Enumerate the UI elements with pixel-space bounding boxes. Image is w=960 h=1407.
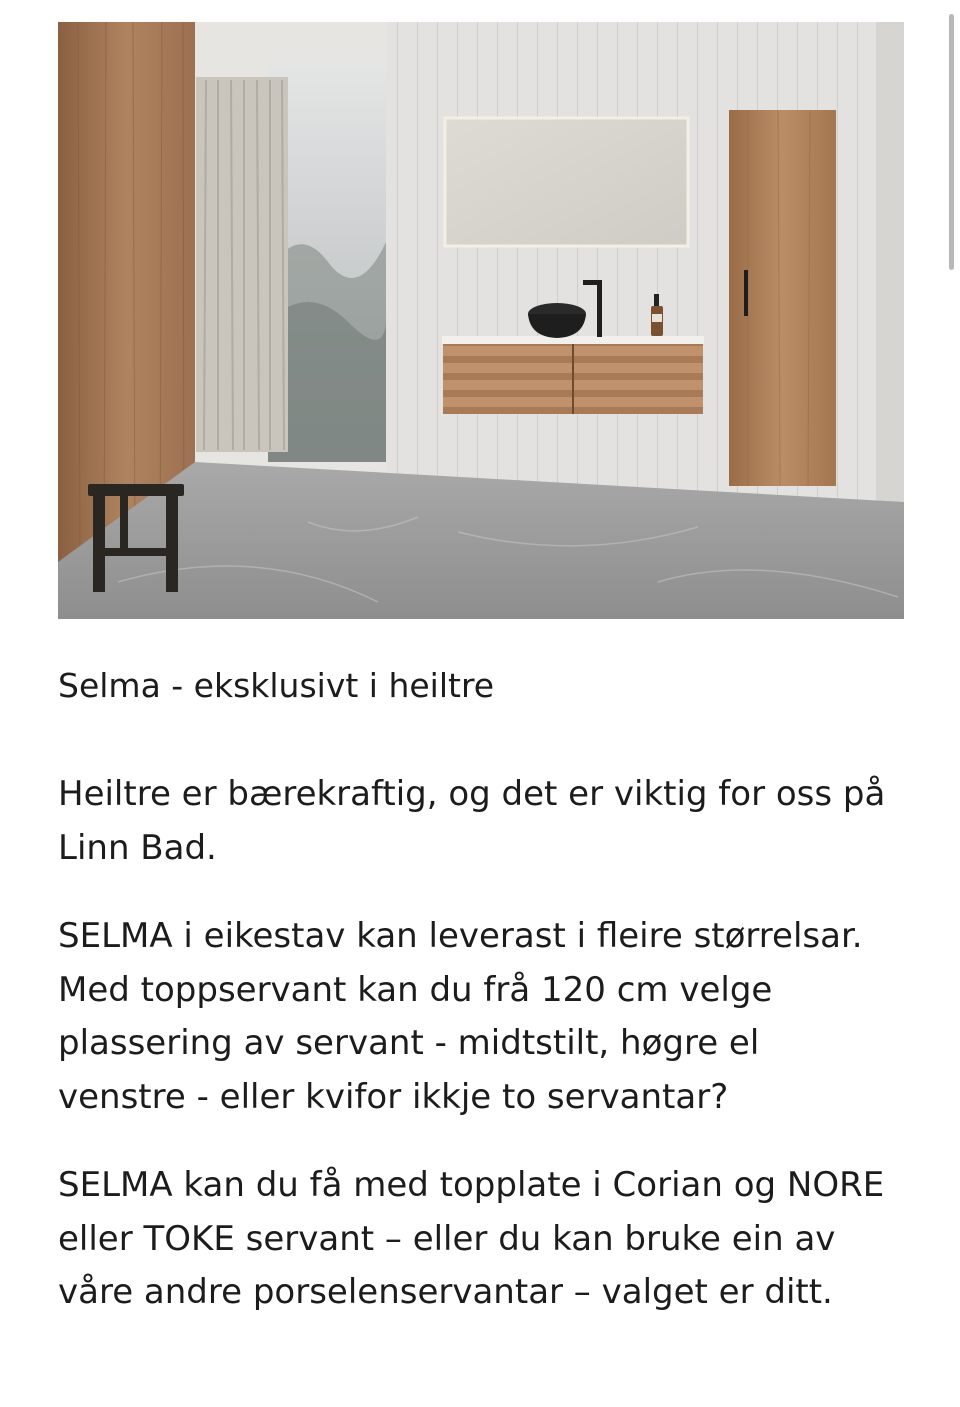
scrollbar[interactable] [949,14,954,270]
article-paragraph: SELMA kan du få med topplate i Corian og NORE eller TOKE servant – eller du kan bruke ein av våre andre porselenservantar – valget er ditt. [58,1165,885,1312]
mirror [445,118,688,246]
article-subtitle: Selma - eksklusivt i heiltre [58,666,495,705]
article-content [58,662,888,1355]
curtain [196,77,288,452]
article-paragraph: SELMA i eikestav kan leverast i fleire størrelsar. Med toppservant kan du frå 120 cm velge plassering av servant - midtstilt, høgre el venstre - eller kvifor ikkje to servantar? [58,916,863,1117]
countertop [442,336,704,344]
tall-cabinet [729,110,836,486]
article-paragraph: Heiltre er bærekraftig, og det er viktig for oss på Linn Bad. [58,774,886,868]
vanity-unit [443,344,703,414]
hero-image [58,22,904,619]
